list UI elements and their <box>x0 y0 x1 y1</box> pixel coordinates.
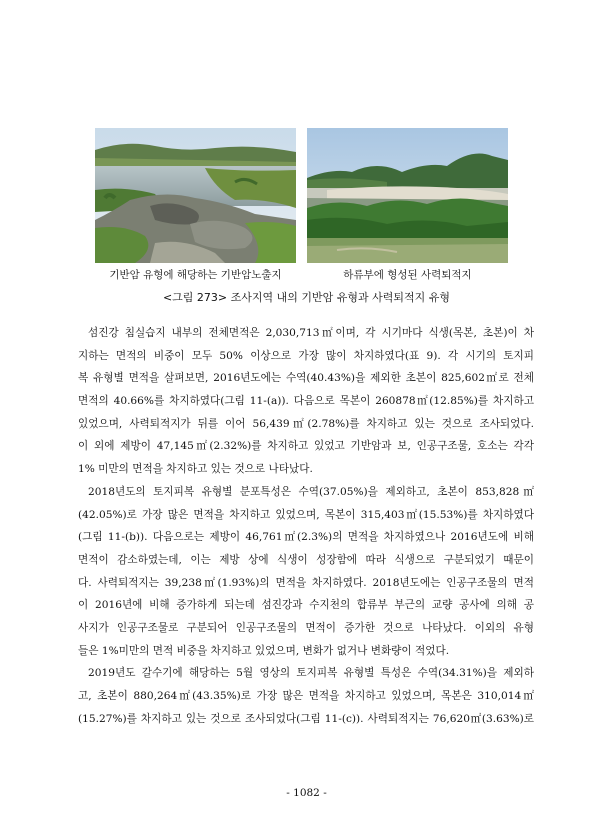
body-text <box>78 322 534 730</box>
text-line: 복 유형별 면적을 살펴보면, 2016년도에는 수역(40.43%)을 제외한 초본이 825,602㎡로 전체 <box>78 372 534 385</box>
text-line: 다. 사력퇴적지는 39,238㎡(1.93%)의 면적을 차지하였다. 2018년도에는 인공구조물의 면적 <box>78 576 534 589</box>
text-line: (그림 11-(b)). 다음으로는 제방이 46,761㎡(2.3%)의 면적을 차지하였으나 2016년도에 비해 <box>78 531 534 544</box>
text-line: 이 외에 제방이 47,145㎡(2.32%)를 차지하고 있었고 기반암과 보, 인공구조물, 호소는 각각 <box>78 440 534 453</box>
text-line: 고, 초본이 880,264㎡(43.35%)로 가장 많은 면적을 차지하고 있었으며, 목본은 310,014㎡ <box>78 690 534 702</box>
page-number: - 1082 - <box>286 787 327 799</box>
caption-gravel-deposit: 하류부에 형성된 사력퇴적지 <box>343 269 472 281</box>
caption-bedrock-outcrop: 기반암 유형에 해당하는 기반암노출지 <box>109 269 282 281</box>
paragraph-2018 <box>78 481 534 663</box>
text-line: 이 2016년에 비해 증가하게 되는데 섬진강과 수지천의 합류부 부근의 교량 공사에 의해 공 <box>78 599 534 612</box>
text-line: 2018년도의 토지피복 유형별 분포특성은 수역(37.05%)을 제외하고, 초본이 853,828㎡ <box>88 485 534 498</box>
text-line: (15.27%)를 차지하고 있는 것으로 조사되었다(그림 11-(c)). 사력퇴적지는 76,620㎡(3.63%)로 <box>78 712 534 725</box>
text-line: 1% 미만의 면적을 차지하고 있는 것으로 나타났다. <box>78 463 313 476</box>
text-line: 면적의 40.66%를 차지하였다(그림 11-(a)). 다음으로 목본이 260878㎡(12.85%)를 차지하고 <box>78 395 534 408</box>
text-line: (42.05%)로 가장 많은 면적을 차지하고 있었으며, 목본이 315,403㎡(15.53%)를 차지하였다 <box>78 508 534 521</box>
bedrock-outcrop-image <box>95 128 296 263</box>
gravel-deposit-photo <box>307 128 508 263</box>
paragraph-2019 <box>78 662 534 730</box>
text-line: 지하는 면적의 비중이 모두 50% 이상으로 가장 많이 차지하였다(표 9). 각 시기의 토지피 <box>78 349 534 362</box>
text-line: 있었으며, 사력퇴적지가 뒤를 이어 56,439㎡(2.78%)를 차지하고 있는 것으로 조사되었다. <box>78 417 534 430</box>
text-line: 면적이 감소하였는데, 이는 제방 상에 식생이 성장함에 따라 식생으로 구분되었기 때문이 <box>78 553 534 566</box>
bedrock-outcrop-photo <box>95 128 296 263</box>
text-line: 사지가 인공구조물로 구분되어 인공구조물의 면적이 증가한 것으로 나타났다. 이외의 유형 <box>78 621 534 634</box>
text-line: 2019년도 갈수기에 해당하는 5월 영상의 토지피복 유형별 특성은 수역(34.31%)을 제외하 <box>88 667 534 680</box>
figure-title: <그림 273> 조사지역 내의 기반암 유형과 사력퇴적지 유형 <box>162 291 451 304</box>
paragraph-2016 <box>78 322 534 481</box>
gravel-deposit-image <box>307 128 508 263</box>
text-line: 섬진강 침실습지 내부의 전체면적은 2,030,713㎡이며, 각 시기마다 식생(목본, 초본)이 차 <box>88 327 534 339</box>
text-line: 들은 1%미만의 면적 비중을 차지하고 있었으며, 변화가 없거나 변화량이 적었다. <box>78 644 450 657</box>
